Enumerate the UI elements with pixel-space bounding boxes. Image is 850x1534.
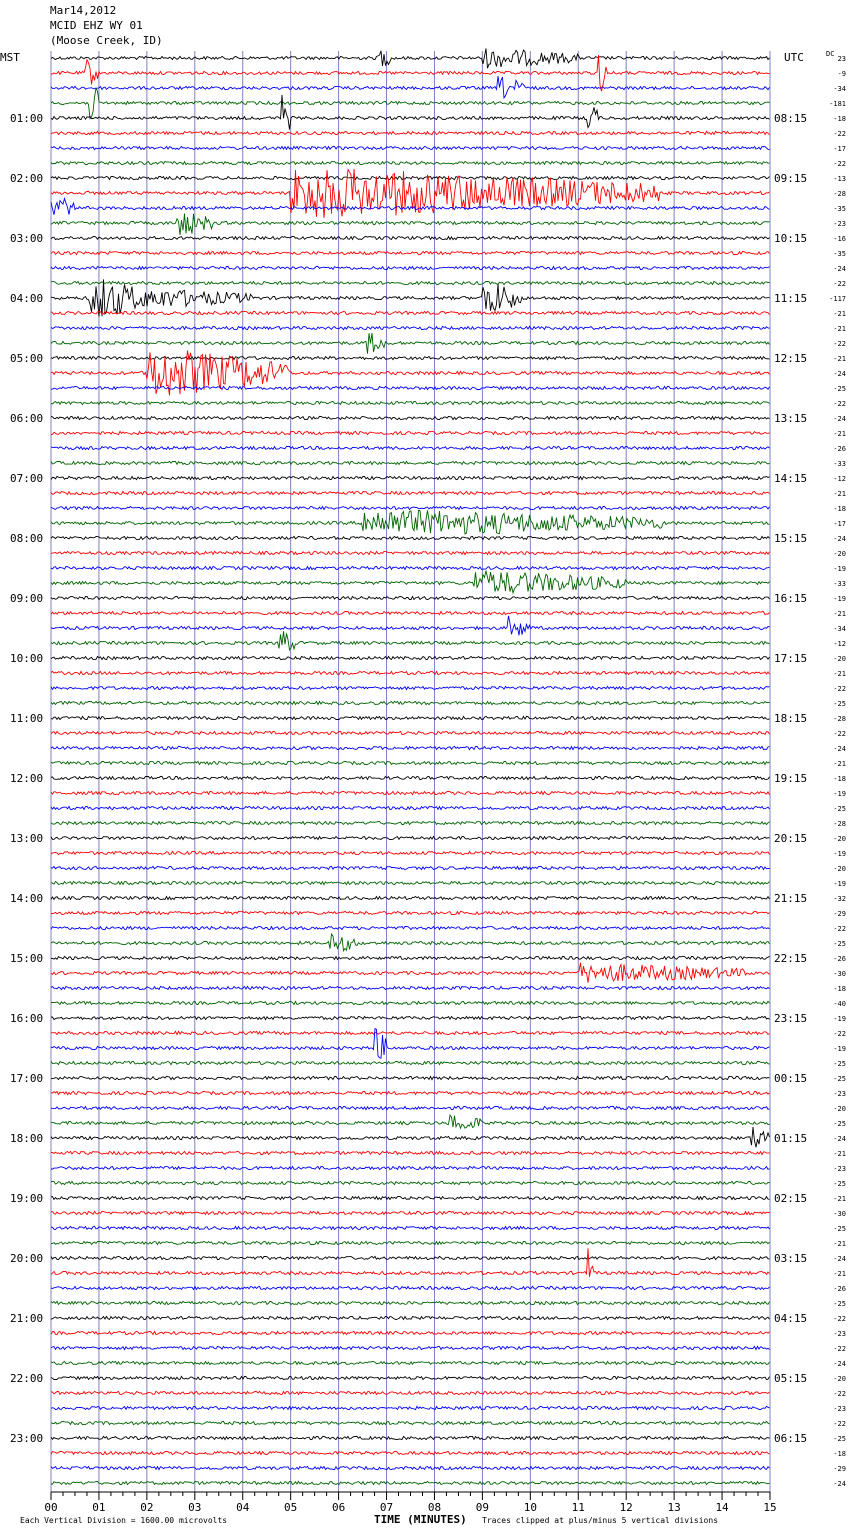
- dc-offset-label: -22: [833, 400, 846, 408]
- dc-offset-label: -18: [833, 115, 846, 123]
- seismic-trace: [51, 963, 770, 983]
- dc-offset-label: -22: [833, 340, 846, 348]
- seismic-trace: [51, 506, 770, 509]
- left-time-label: 04:00: [10, 292, 44, 305]
- seismic-trace: [51, 536, 770, 539]
- right-time-label: 01:15: [774, 1132, 808, 1145]
- x-tick-label: 14: [715, 1501, 729, 1514]
- seismic-trace: [51, 671, 770, 674]
- seismic-trace: [51, 1256, 770, 1259]
- dc-offset-label: -33: [833, 580, 846, 588]
- seismic-trace: [51, 1076, 770, 1079]
- dc-offset-label: -22: [833, 685, 846, 693]
- seismic-trace: [51, 701, 770, 704]
- seismic-trace: [51, 1106, 770, 1109]
- seismic-trace: [51, 386, 770, 389]
- left-time-label: 05:00: [10, 352, 44, 365]
- dc-offset-label: -22: [833, 130, 846, 138]
- seismic-trace: [51, 416, 770, 419]
- seismic-trace: [51, 1196, 770, 1199]
- x-tick-label: 08: [427, 1501, 442, 1514]
- left-time-label: 20:00: [10, 1252, 44, 1265]
- seismic-trace: [51, 821, 770, 824]
- chart-date: Mar14,2012: [50, 4, 117, 17]
- dc-label: DC: [826, 50, 835, 58]
- seismic-trace: [51, 55, 770, 91]
- dc-offset-label: -19: [833, 1015, 846, 1023]
- dc-offset-label: -21: [833, 355, 846, 363]
- seismic-trace: [51, 926, 770, 929]
- left-time-label: 21:00: [10, 1312, 44, 1325]
- left-time-label: 16:00: [10, 1012, 44, 1025]
- right-time-label: 15:15: [774, 532, 808, 545]
- dc-offset-label: -9: [837, 70, 846, 78]
- dc-offset-label: -22: [833, 1315, 846, 1323]
- dc-offset-label: -22: [833, 1390, 846, 1398]
- seismic-trace: [51, 611, 770, 614]
- x-tick-label: 11: [571, 1501, 585, 1514]
- x-tick-label: 02: [140, 1501, 154, 1514]
- seismic-trace: [51, 281, 770, 284]
- dc-offset-label: -22: [833, 160, 846, 168]
- seismic-trace: [51, 851, 770, 854]
- dc-offset-label: -21: [833, 610, 846, 618]
- seismic-trace: [51, 1376, 770, 1379]
- dc-offset-label: -35: [833, 250, 846, 258]
- seismic-trace: [51, 491, 770, 494]
- seismic-trace: [51, 746, 770, 749]
- seismic-trace: [51, 1016, 770, 1019]
- dc-offset-label: -23: [833, 1330, 846, 1338]
- left-time-label: 10:00: [10, 652, 44, 665]
- x-tick-label: 12: [619, 1501, 633, 1514]
- dc-offset-label: -22: [833, 1030, 846, 1038]
- dc-offset-label: -19: [833, 565, 846, 573]
- right-time-label: 18:15: [774, 712, 808, 725]
- seismic-trace: [51, 1481, 770, 1484]
- dc-offset-label: -25: [833, 1075, 846, 1083]
- dc-offset-label: -20: [833, 550, 846, 558]
- left-time-label: 11:00: [10, 712, 44, 725]
- seismic-trace: [51, 199, 770, 215]
- seismic-trace: [51, 146, 770, 149]
- scale-note: Each Vertical Division = 1600.00 microvolts: [20, 1516, 228, 1525]
- dc-offset-label: -22: [833, 280, 846, 288]
- left-axis-title: MST: [0, 51, 20, 64]
- seismic-trace: [51, 1248, 770, 1276]
- left-time-label: 03:00: [10, 232, 44, 245]
- left-time-label: 08:00: [10, 532, 44, 545]
- seismic-trace: [51, 1391, 770, 1394]
- dc-offset-label: -25: [833, 1120, 846, 1128]
- right-time-label: 02:15: [774, 1192, 808, 1205]
- dc-offset-label: -21: [833, 1240, 846, 1248]
- dc-offset-label: -29: [833, 1465, 846, 1473]
- dc-offset-label: -24: [833, 745, 846, 753]
- seismic-trace: [51, 656, 770, 659]
- dc-offset-label: -33: [833, 460, 846, 468]
- left-time-label: 14:00: [10, 892, 44, 905]
- seismic-trace: [51, 176, 770, 179]
- dc-offset-label: -117: [829, 295, 846, 303]
- dc-offset-label: -24: [833, 415, 846, 423]
- seismic-trace: [51, 761, 770, 764]
- dc-offset-label: -21: [833, 1150, 846, 1158]
- seismic-trace: [51, 1346, 770, 1349]
- seismic-trace: [51, 866, 770, 869]
- left-time-label: 15:00: [10, 952, 44, 965]
- right-time-label: 14:15: [774, 472, 808, 485]
- dc-offset-label: -19: [833, 850, 846, 858]
- x-tick-label: 07: [379, 1501, 394, 1514]
- x-tick-label: 03: [188, 1501, 202, 1514]
- seismic-trace: [51, 911, 770, 914]
- dc-offset-label: -22: [833, 1345, 846, 1353]
- seismic-trace: [51, 596, 770, 599]
- seismic-trace: [51, 1029, 770, 1059]
- dc-offset-label: -22: [833, 730, 846, 738]
- dc-offset-label: -24: [833, 1135, 846, 1143]
- seismic-trace: [51, 1451, 770, 1454]
- seismic-trace: [51, 896, 770, 899]
- seismic-trace: [51, 631, 770, 650]
- dc-offset-label: -21: [833, 1270, 846, 1278]
- seismic-trace: [51, 791, 770, 794]
- dc-offset-label: -28: [833, 820, 846, 828]
- seismic-trace: [51, 881, 770, 884]
- left-time-label: 07:00: [10, 472, 44, 485]
- left-time-label: 12:00: [10, 772, 44, 785]
- seismic-trace: [51, 1127, 770, 1147]
- clip-note: Traces clipped at plus/minus 5 vertical divisions: [482, 1516, 719, 1525]
- seismic-trace: [51, 571, 770, 593]
- dc-offset-label: -18: [833, 985, 846, 993]
- dc-offset-label: -21: [833, 1195, 846, 1203]
- right-axis-title: UTC: [784, 51, 804, 64]
- right-time-label: 17:15: [774, 652, 808, 665]
- chart-location: (Moose Creek, ID): [50, 34, 163, 47]
- dc-offset-label: -23: [833, 1165, 846, 1173]
- dc-offset-label: -21: [833, 670, 846, 678]
- seismic-trace: [51, 616, 770, 636]
- dc-offset-label: -19: [833, 880, 846, 888]
- seismic-trace: [51, 1001, 770, 1004]
- x-tick-label: 04: [236, 1501, 250, 1514]
- dc-offset-label: -18: [833, 505, 846, 513]
- dc-offset-label: -16: [833, 235, 846, 243]
- seismic-trace: [51, 510, 770, 534]
- dc-offset-label: -26: [833, 955, 846, 963]
- dc-offset-label: -21: [833, 325, 846, 333]
- seismic-trace: [51, 551, 770, 554]
- seismic-trace: [51, 1316, 770, 1319]
- seismic-trace: [51, 956, 770, 959]
- seismic-trace: [51, 776, 770, 779]
- seismic-trace: [51, 333, 770, 354]
- dc-offset-label: -25: [833, 1300, 846, 1308]
- right-time-label: 19:15: [774, 772, 808, 785]
- seismic-trace: [51, 279, 770, 316]
- dc-offset-label: -29: [833, 910, 846, 918]
- left-time-label: 02:00: [10, 172, 44, 185]
- dc-offset-label: -18: [833, 1450, 846, 1458]
- dc-offset-label: -18: [833, 775, 846, 783]
- dc-offset-label: -17: [833, 145, 846, 153]
- x-tick-label: 10: [523, 1501, 537, 1514]
- dc-offset-label: -28: [833, 715, 846, 723]
- seismic-trace: [51, 1421, 770, 1424]
- left-time-label: 23:00: [10, 1432, 44, 1445]
- seismic-trace: [51, 401, 770, 404]
- right-time-label: 04:15: [774, 1312, 808, 1325]
- left-time-label: 09:00: [10, 592, 44, 605]
- dc-offset-label: -12: [833, 640, 846, 648]
- seismic-trace: [51, 986, 770, 989]
- left-time-label: 06:00: [10, 412, 44, 425]
- dc-offset-label: -21: [833, 760, 846, 768]
- dc-offset-label: -20: [833, 655, 846, 663]
- seismic-trace: [51, 476, 770, 479]
- right-time-label: 05:15: [774, 1372, 808, 1385]
- dc-offset-label: -24: [833, 535, 846, 543]
- dc-offset-label: -21: [833, 310, 846, 318]
- dc-offset-label: -13: [833, 175, 846, 183]
- seismic-trace: [51, 1211, 770, 1214]
- dc-offset-label: -25: [833, 1060, 846, 1068]
- seismic-trace: [51, 566, 770, 569]
- right-time-label: 20:15: [774, 832, 808, 845]
- dc-offset-label: -25: [833, 1225, 846, 1233]
- seismic-trace: [51, 1331, 770, 1334]
- dc-offset-label: -21: [833, 430, 846, 438]
- dc-offset-label: -20: [833, 1105, 846, 1113]
- dc-offset-label: -24: [833, 1360, 846, 1368]
- dc-offset-label: -24: [833, 265, 846, 273]
- dc-offset-label: -32: [833, 895, 846, 903]
- seismic-trace: [51, 95, 770, 130]
- dc-offset-label: -24: [833, 1480, 846, 1488]
- seismic-trace: [51, 431, 770, 434]
- right-time-label: 21:15: [774, 892, 808, 905]
- dc-offset-label: -19: [833, 790, 846, 798]
- seismic-trace: [51, 131, 770, 134]
- seismic-trace: [51, 731, 770, 734]
- dc-offset-label: -20: [833, 835, 846, 843]
- dc-offset-label: -23: [833, 1090, 846, 1098]
- dc-offset-label: -25: [833, 940, 846, 948]
- right-time-label: 00:15: [774, 1072, 808, 1085]
- right-time-label: 10:15: [774, 232, 808, 245]
- seismic-trace: [51, 356, 770, 359]
- seismic-trace: [51, 446, 770, 449]
- right-time-label: 22:15: [774, 952, 808, 965]
- seismic-trace: [51, 686, 770, 689]
- dc-offset-label: -35: [833, 205, 846, 213]
- x-tick-label: 15: [763, 1501, 777, 1514]
- right-time-label: 13:15: [774, 412, 808, 425]
- dc-offset-label: -24: [833, 1255, 846, 1263]
- dc-offset-label: 23: [837, 55, 846, 63]
- seismic-trace: [51, 1436, 770, 1439]
- dc-offset-label: -17: [833, 520, 846, 528]
- seismic-trace: [51, 266, 770, 269]
- x-axis-label: TIME (MINUTES): [374, 1513, 467, 1526]
- dc-offset-label: -20: [833, 1375, 846, 1383]
- seismic-trace: [51, 1226, 770, 1229]
- dc-offset-label: -28: [833, 190, 846, 198]
- x-tick-label: 13: [667, 1501, 681, 1514]
- seismic-trace: [51, 326, 770, 329]
- seismic-trace: [51, 251, 770, 254]
- seismic-trace: [51, 1361, 770, 1364]
- x-tick-label: 06: [331, 1501, 346, 1514]
- left-time-label: 13:00: [10, 832, 44, 845]
- seismic-trace: [51, 311, 770, 314]
- left-time-label: 01:00: [10, 112, 44, 125]
- seismic-trace: [51, 1241, 770, 1244]
- left-time-label: 17:00: [10, 1072, 44, 1085]
- seismic-trace: [51, 1301, 770, 1304]
- dc-offset-label: -25: [833, 385, 846, 393]
- dc-offset-label: -30: [833, 970, 846, 978]
- x-tick-label: 00: [44, 1501, 58, 1514]
- dc-offset-label: -22: [833, 1420, 846, 1428]
- right-time-label: 06:15: [774, 1432, 808, 1445]
- seismic-trace: [51, 236, 770, 239]
- seismic-trace: [51, 461, 770, 464]
- seismic-trace: [51, 1115, 770, 1128]
- seismic-trace: [51, 49, 770, 69]
- seismic-trace: [51, 1181, 770, 1184]
- seismic-trace: [51, 1091, 770, 1094]
- dc-offset-label: -23: [833, 1405, 846, 1413]
- seismic-trace: [51, 934, 770, 951]
- dc-offset-label: -25: [833, 1435, 846, 1443]
- dc-offset-label: -21: [833, 490, 846, 498]
- x-tick-label: 05: [284, 1501, 298, 1514]
- seismic-trace: [51, 214, 770, 235]
- dc-offset-label: -19: [833, 595, 846, 603]
- dc-offset-label: -34: [833, 625, 846, 633]
- dc-offset-label: -20: [833, 865, 846, 873]
- seismic-trace: [51, 1406, 770, 1409]
- left-time-label: 19:00: [10, 1192, 44, 1205]
- seismic-trace: [51, 1031, 770, 1034]
- dc-offset-label: -24: [833, 370, 846, 378]
- dc-offset-label: -12: [833, 475, 846, 483]
- right-time-label: 08:15: [774, 112, 808, 125]
- dc-offset-label: -22: [833, 925, 846, 933]
- dc-offset-label: -25: [833, 700, 846, 708]
- right-time-label: 23:15: [774, 1012, 808, 1025]
- seismic-trace: [51, 1061, 770, 1064]
- dc-offset-label: -26: [833, 1285, 846, 1293]
- seismic-trace: [51, 76, 770, 98]
- dc-offset-label: -40: [833, 1000, 846, 1008]
- seismic-trace: [51, 88, 770, 118]
- x-tick-label: 01: [92, 1501, 106, 1514]
- dc-offset-label: -25: [833, 1180, 846, 1188]
- dc-offset-label: -26: [833, 445, 846, 453]
- seismic-trace: [51, 1166, 770, 1169]
- seismic-trace: [51, 716, 770, 719]
- seismic-trace: [51, 1286, 770, 1289]
- right-time-label: 12:15: [774, 352, 808, 365]
- seismic-trace: [51, 836, 770, 839]
- right-time-label: 09:15: [774, 172, 808, 185]
- right-time-label: 03:15: [774, 1252, 808, 1265]
- left-time-label: 18:00: [10, 1132, 44, 1145]
- x-tick-label: 09: [475, 1501, 490, 1514]
- dc-offset-label: -23: [833, 220, 846, 228]
- right-time-label: 16:15: [774, 592, 808, 605]
- left-time-label: 22:00: [10, 1372, 44, 1385]
- seismic-trace: [51, 161, 770, 164]
- dc-offset-label: -34: [833, 85, 846, 93]
- chart-station: MCID EHZ WY 01: [50, 19, 143, 32]
- right-time-label: 11:15: [774, 292, 808, 305]
- seismic-trace: [51, 1466, 770, 1469]
- dc-offset-label: -181: [829, 100, 846, 108]
- dc-offset-label: -30: [833, 1210, 846, 1218]
- seismic-trace: [51, 1151, 770, 1154]
- dc-offset-label: -25: [833, 805, 846, 813]
- seismic-trace: [51, 806, 770, 809]
- dc-offset-label: -19: [833, 1045, 846, 1053]
